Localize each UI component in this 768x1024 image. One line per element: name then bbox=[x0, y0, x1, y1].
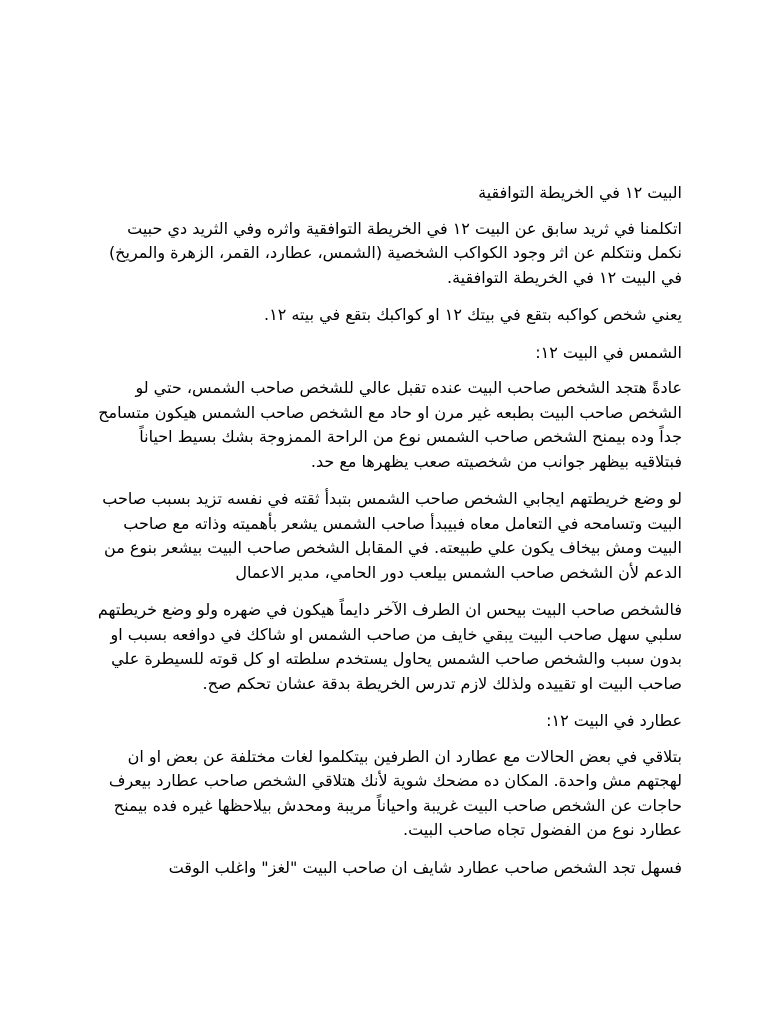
paragraph-sun-3: فالشخص صاحب البيت بيحس ان الطرف الآخر دايماً هيكون في ضهره ولو وضع خريطتهم سلبي سهل صاحب البيت يبقي خايف من صاحب الشمس او شاكك في دوافعه بسبب او بدون سبب والشخص صاحب الشمس يحاول يستخدم سلطته او كل قوته للسيطرة علي صاحب البيت او تقييده ولذلك لازم تدرس الخريطة بدقة عشان تحكم صح. bbox=[97, 600, 682, 693]
paragraph-sun-1: عادةً هتجد الشخص صاحب البيت عنده تقبل عالي للشخص صاحب الشمس، حتي لو الشخص صاحب البيت بطبعه غير مرن او حاد مع الشخص صاحب الشمس هيكون متسامح جداً وده بيمنح الشخص صاحب الشمس نوع من الراحة الممزوجة بشك بسيط احياناً فبتلاقيه بيظهر جوانب من شخصيته صعب يظهرها مع حد. bbox=[98, 378, 682, 471]
paragraph-mercury-1: بتلاقي في بعض الحالات مع عطارد ان الطرفين بيتكلموا لغات مختلفة عن بعض او ان لهجتهم مش واحدة. المكان ده مضحك شوية لأنك هتلاقي الشخص صاحب عطارد بيعرف حاجات عن الشخص صاحب البيت غريبة واحياناً مريبة ومحدش بيلاحظها غيره فده بيمنح عطارد نوع من الفضول تجاه صاحب البيت. bbox=[108, 746, 682, 839]
paragraph-explanation: يعني شخص كواكبه بتقع في بيتك ١٢ او كواكبك بتقع في بيته ١٢. bbox=[264, 305, 682, 324]
section-heading-mercury: عطارد في البيت ١٢: bbox=[546, 711, 682, 730]
paragraph-intro: اتكلمنا في ثريد سابق عن البيت ١٢ في الخريطة التوافقية واثره وفي الثريد دي حبيت نكمل ونتكلم عن اثر وجود الكواكب الشخصية (الشمس، عطارد، القمر، الزهرة والمريخ) في البيت ١٢ في الخريطة التوافقية. bbox=[108, 218, 682, 287]
paragraph-sun-2: لو وضع خريطتهم ايجابي الشخص صاحب الشمس بتبدأ ثقته في نفسه تزيد بسبب صاحب البيت وتسامحه في التعامل معاه فبيبدأ صاحب الشمس يشعر بأهميته وذاته مع صاحب البيت ومش بيخاف يكون علي طبيعته. في المقابل الشخص صاحب البيت بيشعر بنوع من الدعم لأن الشخص صاحب الشمس بيلعب دور الحامي، مدير الاعمال bbox=[102, 489, 682, 582]
document-body bbox=[92, 181, 682, 893]
section-heading-sun: الشمس في البيت ١٢: bbox=[535, 342, 682, 362]
paragraph-mercury-2: فسهل تجد الشخص صاحب عطارد شايف ان صاحب البيت "لغز" واغلب الوقت bbox=[168, 857, 682, 877]
document-title: البيت ١٢ في الخريطة التوافقية bbox=[478, 183, 682, 202]
